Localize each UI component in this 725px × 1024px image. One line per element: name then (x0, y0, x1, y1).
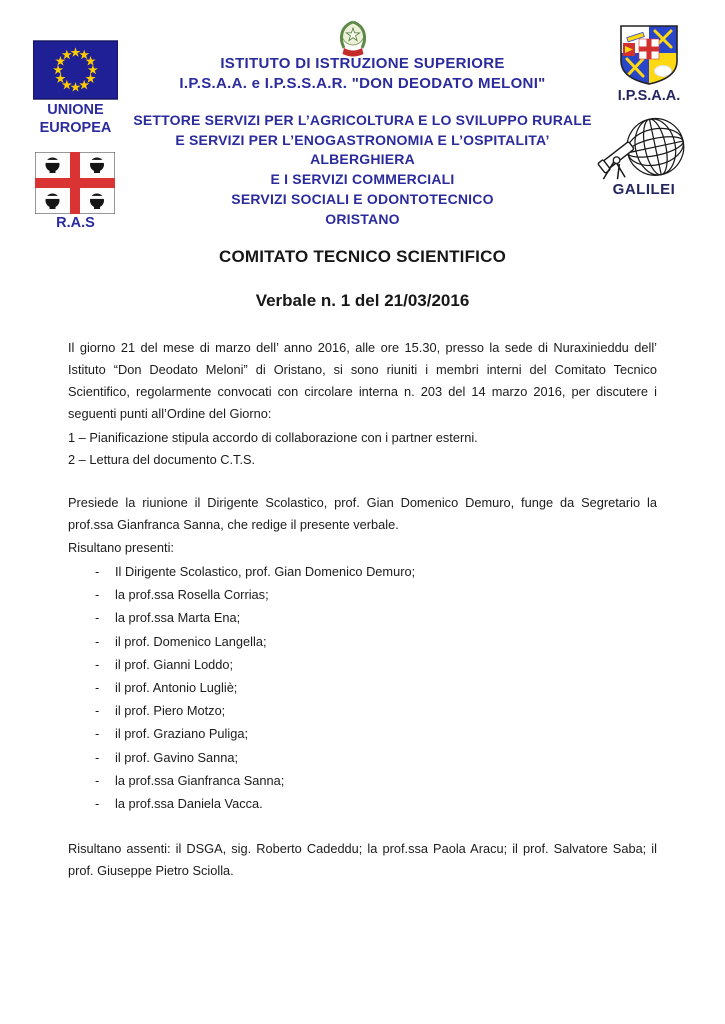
attendee-name: il prof. Graziano Puliga; (115, 726, 249, 742)
list-dash: - (95, 680, 100, 696)
list-item (68, 653, 657, 676)
document-title: COMITATO TECNICO SCIENTIFICO (218, 247, 507, 266)
agenda-item-1: 1 – Pianificazione stipula accordo di collaborazione con i partner esterni. (68, 430, 478, 445)
eu-label-line2: EUROPEA (39, 120, 112, 136)
list-item (68, 746, 657, 769)
list-item (68, 630, 657, 653)
attendee-name: il prof. Piero Motzo; (115, 703, 226, 719)
ipsaa-label: I.P.S.A.A. (617, 88, 681, 104)
list-dash: - (95, 610, 100, 626)
attendee-name: la prof.ssa Rosella Corrias; (115, 587, 269, 603)
attendee-name: la prof.ssa Marta Ena; (115, 610, 241, 626)
eu-label-line1: UNIONE (47, 102, 104, 118)
sector-line: E I SERVIZI COMMERCIALI (270, 171, 455, 188)
absents-paragraph: Risultano assenti: il DSGA, sig. Roberto Cadeddu; la prof.ssa Paola Aracu; il prof. Salvatore Saba; il prof. Giuseppe Pietro Sciolla. (68, 841, 657, 878)
sector-line: ORISTANO (325, 210, 400, 227)
list-dash: - (95, 656, 100, 672)
institute-line1: ISTITUTO DI ISTRUZIONE SUPERIORE (220, 55, 505, 72)
list-item (68, 676, 657, 699)
attendee-name: la prof.ssa Gianfranca Sanna; (115, 772, 285, 788)
ras-flag-label: R.A.S (56, 215, 95, 231)
chair-paragraph: Presiede la riunione il Dirigente Scolastico, prof. Gian Domenico Demuro, funge da Segretario la prof.ssa Gianfranca Sanna, che redige il presente verbale. (68, 495, 657, 532)
list-dash: - (95, 564, 100, 579)
list-item (68, 699, 657, 722)
opening-paragraph: Il giorno 21 del mese di marzo dell’ anno 2016, alle ore 15.30, presso la sede di Nuraxinieddu dell’ Istituto “Don Deodato Meloni” di Oristano, si sono riuniti i membri interni del Comitato Tecnico Scientifico, regolarmente convocati con circolare interna n. 203 del 14 marzo 2016, per discutere i seguenti punti all’Ordine del Giorno: (68, 340, 657, 421)
list-dash: - (95, 726, 100, 742)
sector-line: E SERVIZI PER L’ENOGASTRONOMIA E L’OSPITALITA’ (175, 131, 550, 148)
ipsaa-crest-icon (617, 23, 681, 87)
document-subtitle: Verbale n. 1 del 21/03/2016 (255, 291, 470, 310)
attendee-name: Il Dirigente Scolastico, prof. Gian Domenico Demuro; (115, 564, 416, 579)
list-dash: - (95, 772, 100, 788)
list-item (68, 792, 657, 815)
attendee-name: la prof.ssa Daniela Vacca. (115, 796, 263, 812)
sector-line: ALBERGHIERA (310, 151, 415, 168)
list-item (68, 606, 657, 629)
list-item (68, 560, 657, 583)
agenda-list (68, 427, 657, 470)
list-item (68, 769, 657, 792)
list-dash: - (95, 633, 100, 649)
list-dash: - (95, 796, 100, 812)
attendee-name: il prof. Domenico Langella; (115, 633, 267, 649)
institute-line2: I.P.S.A.A. e I.P.S.S.A.R. "DON DEODATO MELONI" (179, 75, 546, 92)
galilei-label: GALILEI (612, 181, 676, 198)
attendee-name: il prof. Gavino Sanna; (115, 749, 239, 765)
presents-label: Risultano presenti: (68, 540, 174, 555)
list-dash: - (95, 587, 100, 603)
agenda-item-2: 2 – Lettura del documento C.T.S. (68, 451, 256, 467)
galilei-logo-icon (594, 111, 694, 181)
list-dash: - (95, 749, 100, 765)
attendee-name: il prof. Gianni Loddo; (115, 656, 234, 672)
list-dash: - (95, 703, 100, 719)
sector-line: SETTORE SERVIZI PER L’AGRICOLTURA E LO SVILUPPO RURALE (133, 112, 592, 128)
institute-name (95, 54, 630, 94)
attendee-name: il prof. Antonio Lugliè; (115, 680, 238, 696)
list-item (68, 722, 657, 745)
list-item (68, 583, 657, 606)
sector-description (85, 111, 640, 229)
sector-line: SERVIZI SOCIALI E ODONTOTECNICO (231, 190, 494, 207)
attendee-list (68, 560, 657, 815)
